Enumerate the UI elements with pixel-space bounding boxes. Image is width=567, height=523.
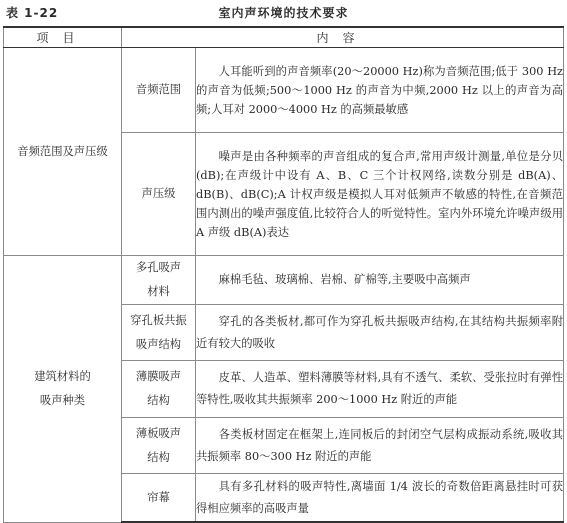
sub-item-label bbox=[122, 418, 196, 474]
sub-item-line: 材料 bbox=[147, 285, 170, 298]
table-row bbox=[4, 256, 564, 305]
sub-item-label: 音频范围 bbox=[122, 48, 196, 133]
sub-item-line: 多孔吸声 bbox=[135, 261, 182, 274]
sub-item-label bbox=[122, 305, 196, 361]
sub-item-label bbox=[122, 256, 196, 305]
group-label-absorption-types bbox=[4, 256, 122, 523]
sub-item-label: 声压级 bbox=[122, 133, 196, 256]
group-label-line: 建筑材料的 bbox=[34, 369, 91, 383]
sub-item-label: 帘幕 bbox=[122, 474, 196, 523]
sub-item-line: 薄板吸声 bbox=[135, 426, 182, 440]
table-number: 表 1-22 bbox=[6, 6, 59, 20]
sub-item-line: 吸声结构 bbox=[135, 337, 182, 351]
table-row bbox=[4, 48, 564, 133]
item-description: 穿孔的各类板材,都可作为穿孔板共振吸声结构,在其结构共振频率附近有较大的吸收 bbox=[196, 305, 564, 361]
sub-item-line: 穿孔板共振 bbox=[130, 313, 187, 327]
item-description: 各类板材固定在框架上,连同板后的封闭空气层构成振动系统,吸收其共振频率 80～300 Hz 附近的声能 bbox=[196, 418, 564, 474]
item-description: 噪声是由各种频率的声音组成的复合声,常用声级计测量,单位是分贝(dB);在声级计中设有 A、B、C 三个计权网络,读数分别是 dB(A)、dB(B)、dB(C);A 计权声级是模拟人耳对低频声不敏感的特性,在音频范围内测出的噪声强度值,比较符合人的听觉特性。室内外环境允许噪声级用 A 声级 dB(A)表达 bbox=[196, 133, 564, 256]
requirements-table bbox=[3, 26, 564, 523]
sub-item-label bbox=[122, 361, 196, 418]
group-label-line: 吸声种类 bbox=[39, 393, 86, 407]
header-item: 项目 bbox=[4, 27, 122, 48]
sub-item-line: 结构 bbox=[147, 394, 170, 407]
item-description: 皮革、人造革、塑料薄膜等材料,具有不透气、柔软、受张拉时有弹性等特性,吸收其共振频率 200～1000 Hz 附近的声能 bbox=[196, 361, 564, 418]
sub-item-line: 薄膜吸声 bbox=[135, 370, 182, 383]
table-header-row bbox=[4, 27, 564, 48]
sub-item-line: 结构 bbox=[147, 450, 170, 464]
item-description: 具有多孔材料的吸声特性,离墙面 1/4 波长的奇数倍距离悬挂时可获得相应频率的高吸声量 bbox=[196, 474, 564, 523]
header-content: 内容 bbox=[122, 27, 564, 48]
group-label-sound-range bbox=[4, 48, 122, 256]
group-label-text: 音频范围及声压级 bbox=[17, 144, 108, 158]
item-description: 人耳能听到的声音频率(20～20000 Hz)称为音频范围;低于 300 Hz 的声音为低频;500～1000 Hz 的声音为中频,2000 Hz 以上的声音为高频;人耳对 2000～4000 Hz 的高频最敏感 bbox=[196, 48, 564, 133]
item-description: 麻棉毛毡、玻璃棉、岩棉、矿棉等,主要吸中高频声 bbox=[196, 256, 564, 305]
table-caption bbox=[0, 0, 567, 24]
table-title: 室内声环境的技术要求 bbox=[218, 6, 349, 20]
